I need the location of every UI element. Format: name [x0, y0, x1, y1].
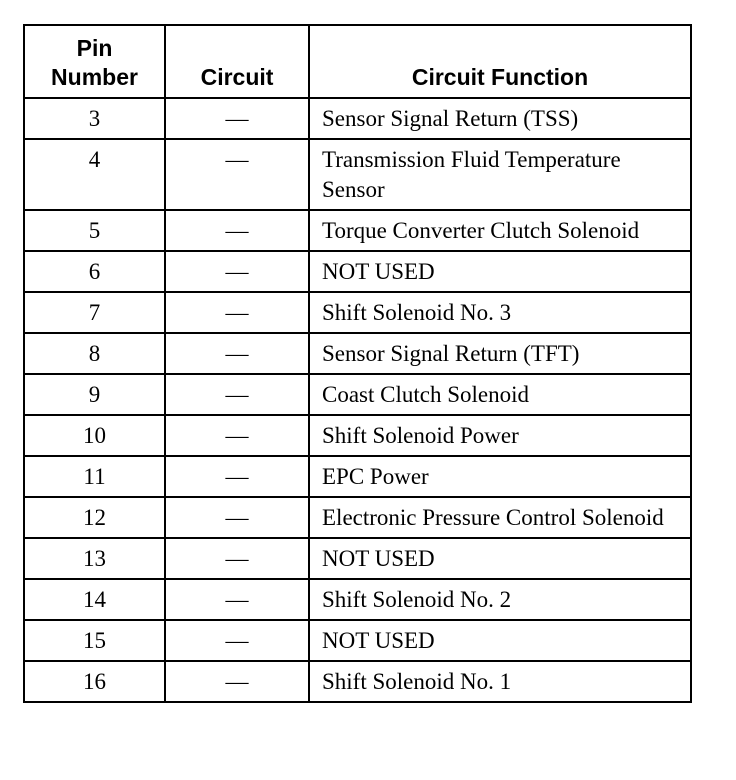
header-circuit-function: Circuit Function: [309, 25, 691, 98]
circuit-cell: —: [165, 620, 309, 661]
pin-number-cell: 14: [24, 579, 165, 620]
pin-number-cell: 15: [24, 620, 165, 661]
circuit-cell: —: [165, 333, 309, 374]
table-row: [24, 579, 691, 620]
pin-number-cell: 8: [24, 333, 165, 374]
pin-number-cell: 7: [24, 292, 165, 333]
table-row: [24, 538, 691, 579]
circuit-function-cell: Electronic Pressure Control Solenoid: [309, 497, 691, 538]
table-row: [24, 374, 691, 415]
table-row: [24, 415, 691, 456]
table-row: [24, 661, 691, 702]
table-row: [24, 497, 691, 538]
pin-number-cell: 5: [24, 210, 165, 251]
table-header-row: [24, 25, 691, 98]
circuit-cell: —: [165, 456, 309, 497]
circuit-function-cell: Shift Solenoid No. 2: [309, 579, 691, 620]
circuit-cell: —: [165, 497, 309, 538]
circuit-function-cell: Shift Solenoid No. 1: [309, 661, 691, 702]
table-row: [24, 456, 691, 497]
circuit-cell: —: [165, 538, 309, 579]
pin-number-cell: 4: [24, 139, 165, 210]
pin-number-cell: 3: [24, 98, 165, 139]
pin-number-cell: 12: [24, 497, 165, 538]
circuit-function-cell: Coast Clutch Solenoid: [309, 374, 691, 415]
circuit-cell: —: [165, 374, 309, 415]
circuit-function-cell: Shift Solenoid Power: [309, 415, 691, 456]
table-row: [24, 139, 691, 210]
table-row: [24, 98, 691, 139]
circuit-function-cell: Sensor Signal Return (TSS): [309, 98, 691, 139]
table-row: [24, 251, 691, 292]
circuit-function-cell: EPC Power: [309, 456, 691, 497]
circuit-cell: —: [165, 579, 309, 620]
pin-number-cell: 11: [24, 456, 165, 497]
circuit-cell: —: [165, 415, 309, 456]
circuit-cell: —: [165, 139, 309, 210]
pin-number-cell: 9: [24, 374, 165, 415]
header-circuit: Circuit: [165, 25, 309, 98]
pin-function-table: [23, 24, 692, 703]
circuit-cell: —: [165, 251, 309, 292]
header-pin-line1: Pin: [76, 35, 113, 61]
circuit-function-cell: Shift Solenoid No. 3: [309, 292, 691, 333]
circuit-function-cell: Transmission Fluid Temperature Sensor: [309, 139, 691, 210]
table-row: [24, 620, 691, 661]
circuit-cell: —: [165, 210, 309, 251]
table-row: [24, 210, 691, 251]
pin-number-cell: 16: [24, 661, 165, 702]
pin-number-cell: 6: [24, 251, 165, 292]
circuit-function-cell: NOT USED: [309, 620, 691, 661]
table-row: [24, 292, 691, 333]
header-pin-line2: Number: [51, 64, 138, 90]
circuit-cell: —: [165, 98, 309, 139]
circuit-function-cell: Sensor Signal Return (TFT): [309, 333, 691, 374]
table-row: [24, 333, 691, 374]
circuit-function-cell: NOT USED: [309, 251, 691, 292]
header-pin-number: [24, 25, 165, 98]
pin-number-cell: 13: [24, 538, 165, 579]
circuit-function-cell: Torque Converter Clutch Solenoid: [309, 210, 691, 251]
pin-number-cell: 10: [24, 415, 165, 456]
circuit-cell: —: [165, 292, 309, 333]
circuit-function-cell: NOT USED: [309, 538, 691, 579]
circuit-cell: —: [165, 661, 309, 702]
